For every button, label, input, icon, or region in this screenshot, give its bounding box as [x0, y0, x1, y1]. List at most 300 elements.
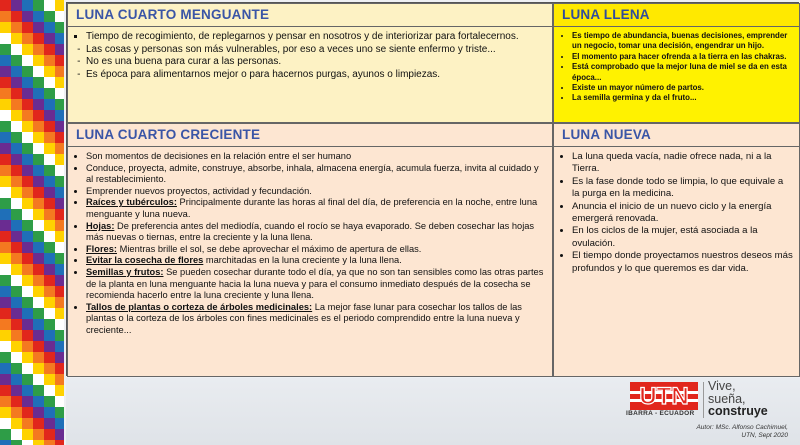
- wiphala-square: [0, 374, 11, 385]
- item-text: marchitadas en la luna creciente y la luna llena.: [203, 255, 402, 266]
- wiphala-square: [22, 55, 33, 66]
- wiphala-square: [55, 429, 64, 440]
- wiphala-square: [33, 374, 44, 385]
- wiphala-square: [33, 341, 44, 352]
- luna-llena-cell: [553, 3, 800, 123]
- wiphala-square: [0, 407, 11, 418]
- wiphala-square: [55, 154, 64, 165]
- wiphala-square: [55, 209, 64, 220]
- wiphala-square: [22, 286, 33, 297]
- cuarto-creciente-cell: [67, 123, 553, 377]
- list-item: [86, 151, 546, 163]
- wiphala-square: [44, 187, 55, 198]
- wiphala-square: [11, 220, 22, 231]
- wiphala-square: [22, 121, 33, 132]
- wiphala-square: [0, 143, 11, 154]
- wiphala-square: [0, 220, 11, 231]
- luna-nueva-list: [554, 151, 793, 275]
- wiphala-square: [11, 407, 22, 418]
- wiphala-square: [0, 165, 11, 176]
- list-item: [86, 163, 546, 186]
- wiphala-square: [22, 275, 33, 286]
- wiphala-square: [44, 264, 55, 275]
- wiphala-square: [0, 385, 11, 396]
- cuarto-menguante-list: [68, 31, 546, 81]
- list-item: • En los ciclos de la mujer, está asociada a la ovulación.: [572, 225, 793, 250]
- wiphala-square: [44, 231, 55, 242]
- list-item: ▪ Tiempo de recogimiento, de replegarnos y pensar en nosotros y de interiorizar para fortalecernos.: [86, 31, 546, 44]
- wiphala-square: [0, 110, 11, 121]
- wiphala-square: [22, 418, 33, 429]
- list-item: - No es una buena para curar a las personas.: [86, 56, 546, 69]
- item-keyword: Raíces y tubérculos:: [86, 197, 177, 208]
- wiphala-square: [44, 253, 55, 264]
- wiphala-square: [55, 0, 64, 11]
- wiphala-square: [44, 198, 55, 209]
- wiphala-square: [0, 418, 11, 429]
- slogan-line: Vive,: [708, 379, 736, 393]
- list-item: - Es época para alimentarnos mejor o para hacernos purgas, ayunos o limpiezas.: [86, 69, 546, 82]
- list-item: • Está comprobado que la mejor luna de miel se da en esta época...: [572, 62, 793, 83]
- wiphala-flag: [0, 0, 64, 445]
- wiphala-square: [0, 209, 11, 220]
- wiphala-square: [44, 33, 55, 44]
- author-date: UTN, Sept 2020: [741, 432, 788, 439]
- wiphala-square: [0, 253, 11, 264]
- wiphala-square: [44, 121, 55, 132]
- item-text: La mejor fase lunar para cosechar los tallos de las plantas o la corteza de los árboles con fines medicinales es el periodo comprendido entre la luna nueva y creciente...: [86, 301, 522, 335]
- wiphala-square: [11, 429, 22, 440]
- wiphala-square: [0, 297, 11, 308]
- wiphala-square: [33, 33, 44, 44]
- list-item: • Anuncia el inicio de un nuevo ciclo y la energía emergerá renovada.: [572, 201, 793, 226]
- wiphala-square: [55, 231, 64, 242]
- list-item: - Las cosas y personas son más vulnerables, por eso a veces uno se siente enfermo y triste...: [86, 44, 546, 57]
- wiphala-square: [11, 99, 22, 110]
- list-item: • El tiempo donde proyectamos nuestros deseos más profundos y lo que queremos es dar vida.: [572, 250, 793, 275]
- wiphala-square: [22, 297, 33, 308]
- wiphala-square: [44, 297, 55, 308]
- wiphala-square: [22, 176, 33, 187]
- item-keyword: Semillas y frutos:: [86, 266, 164, 277]
- wiphala-square: [22, 77, 33, 88]
- wiphala-square: [33, 44, 44, 55]
- wiphala-square: [22, 242, 33, 253]
- wiphala-square: [22, 11, 33, 22]
- wiphala-square: [33, 297, 44, 308]
- item-keyword: Hojas:: [86, 220, 115, 231]
- wiphala-square: [55, 110, 64, 121]
- wiphala-square: [22, 385, 33, 396]
- wiphala-square: [0, 187, 11, 198]
- wiphala-square: [11, 143, 22, 154]
- wiphala-square: [22, 253, 33, 264]
- wiphala-square: [33, 77, 44, 88]
- wiphala-square: [33, 143, 44, 154]
- wiphala-square: [55, 341, 64, 352]
- wiphala-square: [44, 176, 55, 187]
- wiphala-square: [11, 22, 22, 33]
- item-text: Mientras brille el sol, se debe aprovechar el máximo de apertura de ellas.: [117, 243, 422, 254]
- item-text: Conduce, proyecta, admite, construye, absorbe, inhala, almacena energía, acumula fuerza, invita al cuidado y al restablecimiento.: [86, 162, 539, 185]
- wiphala-square: [55, 286, 64, 297]
- wiphala-square: [0, 11, 11, 22]
- wiphala-square: [11, 308, 22, 319]
- wiphala-square: [11, 440, 22, 445]
- wiphala-square: [0, 132, 11, 143]
- wiphala-square: [0, 264, 11, 275]
- wiphala-square: [44, 363, 55, 374]
- wiphala-square: [55, 374, 64, 385]
- wiphala-square: [55, 11, 64, 22]
- wiphala-square: [44, 242, 55, 253]
- wiphala-square: [44, 154, 55, 165]
- wiphala-square: [55, 242, 64, 253]
- wiphala-square: [22, 440, 33, 445]
- wiphala-square: [44, 44, 55, 55]
- wiphala-square: [11, 110, 22, 121]
- wiphala-square: [33, 418, 44, 429]
- wiphala-square: [22, 110, 33, 121]
- wiphala-square: [33, 253, 44, 264]
- luna-llena-title: LUNA LLENA: [554, 4, 799, 27]
- wiphala-square: [44, 209, 55, 220]
- wiphala-square: [11, 33, 22, 44]
- wiphala-square: [55, 352, 64, 363]
- wiphala-square: [33, 330, 44, 341]
- wiphala-square: [0, 429, 11, 440]
- wiphala-square: [33, 396, 44, 407]
- list-item: • La luna queda vacía, nadie ofrece nada, ni a la Tierra.: [572, 151, 793, 176]
- wiphala-square: [33, 275, 44, 286]
- wiphala-square: [0, 176, 11, 187]
- wiphala-square: [11, 165, 22, 176]
- wiphala-square: [22, 429, 33, 440]
- wiphala-square: [55, 275, 64, 286]
- wiphala-square: [44, 99, 55, 110]
- cuarto-creciente-title: LUNA CUARTO CRECIENTE: [68, 124, 552, 147]
- wiphala-square: [11, 418, 22, 429]
- wiphala-square: [44, 418, 55, 429]
- item-keyword: Evitar la cosecha de flores: [86, 255, 204, 266]
- wiphala-square: [33, 110, 44, 121]
- cuarto-menguante-cell: [67, 3, 553, 123]
- wiphala-square: [33, 440, 44, 445]
- wiphala-square: [55, 33, 64, 44]
- wiphala-square: [55, 198, 64, 209]
- wiphala-square: [55, 330, 64, 341]
- wiphala-square: [44, 286, 55, 297]
- wiphala-square: [33, 55, 44, 66]
- list-item: [86, 186, 546, 198]
- moon-phases-table: [66, 2, 799, 376]
- utn-slogan: [708, 380, 768, 418]
- list-item: [86, 197, 546, 220]
- wiphala-square: [11, 209, 22, 220]
- wiphala-square: [44, 385, 55, 396]
- wiphala-square: [22, 407, 33, 418]
- wiphala-square: [11, 330, 22, 341]
- wiphala-square: [11, 77, 22, 88]
- wiphala-square: [55, 264, 64, 275]
- wiphala-square: [44, 440, 55, 445]
- wiphala-square: [11, 11, 22, 22]
- wiphala-square: [55, 132, 64, 143]
- wiphala-square: [55, 121, 64, 132]
- wiphala-square: [0, 363, 11, 374]
- utn-logo-text: UTN: [639, 383, 689, 410]
- item-text: De preferencia antes del mediodía, cuando el rocío se haya evaporado. Se deben cosechar las hojas más nuevas o tiernas, entre la creciente y la luna llena.: [86, 220, 535, 243]
- wiphala-square: [22, 209, 33, 220]
- wiphala-square: [22, 231, 33, 242]
- wiphala-square: [22, 319, 33, 330]
- wiphala-square: [44, 55, 55, 66]
- wiphala-square: [55, 66, 64, 77]
- wiphala-square: [11, 341, 22, 352]
- utn-logo-icon: [630, 382, 698, 410]
- wiphala-square: [11, 297, 22, 308]
- wiphala-square: [44, 22, 55, 33]
- wiphala-square: [55, 55, 64, 66]
- wiphala-square: [22, 66, 33, 77]
- wiphala-square: [55, 407, 64, 418]
- luna-nueva-cell: [553, 123, 800, 377]
- list-item: [86, 267, 546, 302]
- wiphala-square: [33, 132, 44, 143]
- item-keyword: Flores:: [86, 243, 117, 254]
- wiphala-square: [11, 66, 22, 77]
- wiphala-square: [0, 66, 11, 77]
- wiphala-square: [33, 66, 44, 77]
- wiphala-square: [33, 286, 44, 297]
- wiphala-square: [22, 264, 33, 275]
- wiphala-square: [44, 275, 55, 286]
- wiphala-square: [33, 407, 44, 418]
- wiphala-square: [33, 154, 44, 165]
- wiphala-square: [33, 0, 44, 11]
- wiphala-square: [11, 396, 22, 407]
- wiphala-square: [22, 352, 33, 363]
- wiphala-square: [0, 99, 11, 110]
- wiphala-square: [22, 88, 33, 99]
- wiphala-square: [11, 275, 22, 286]
- list-item: • Es tiempo de abundancia, buenas decisiones, emprender un negocio, tomar una decisión, engendrar un hijo.: [572, 31, 793, 52]
- slogan-line: sueña,: [708, 391, 746, 406]
- wiphala-square: [44, 110, 55, 121]
- wiphala-square: [33, 176, 44, 187]
- utn-location: IBARRA - ECUADOR: [626, 410, 695, 417]
- wiphala-square: [44, 88, 55, 99]
- list-item: [86, 302, 546, 337]
- cuarto-menguante-title: LUNA CUARTO MENGUANTE: [68, 4, 552, 27]
- wiphala-square: [11, 0, 22, 11]
- list-item: • La semilla germina y da el fruto...: [572, 93, 793, 103]
- wiphala-square: [55, 220, 64, 231]
- wiphala-square: [44, 66, 55, 77]
- wiphala-square: [11, 231, 22, 242]
- wiphala-square: [0, 121, 11, 132]
- wiphala-square: [22, 154, 33, 165]
- wiphala-square: [0, 341, 11, 352]
- wiphala-square: [55, 77, 64, 88]
- author-credit: [696, 424, 788, 440]
- wiphala-square: [0, 0, 11, 11]
- wiphala-square: [11, 55, 22, 66]
- wiphala-square: [0, 22, 11, 33]
- wiphala-square: [22, 33, 33, 44]
- wiphala-square: [55, 88, 64, 99]
- wiphala-square: [0, 275, 11, 286]
- wiphala-square: [0, 55, 11, 66]
- list-item: • Existe un mayor número de partos.: [572, 83, 793, 93]
- list-item: • El momento para hacer ofrenda a la tierra en las chakras.: [572, 52, 793, 62]
- luna-llena-list: [554, 31, 793, 104]
- wiphala-square: [22, 22, 33, 33]
- wiphala-square: [0, 33, 11, 44]
- wiphala-square: [55, 44, 64, 55]
- wiphala-square: [11, 176, 22, 187]
- wiphala-square: [44, 143, 55, 154]
- wiphala-square: [33, 264, 44, 275]
- wiphala-square: [0, 242, 11, 253]
- cuarto-creciente-list: [68, 151, 546, 337]
- wiphala-square: [55, 418, 64, 429]
- luna-nueva-title: LUNA NUEVA: [554, 124, 799, 147]
- wiphala-square: [33, 187, 44, 198]
- wiphala-square: [33, 363, 44, 374]
- item-text: Principalmente durante las horas al final del día, de preferencia en la noche, entre luna menguante y luna nueva.: [86, 197, 538, 219]
- wiphala-square: [44, 0, 55, 11]
- wiphala-square: [11, 44, 22, 55]
- wiphala-square: [22, 198, 33, 209]
- wiphala-square: [22, 143, 33, 154]
- wiphala-square: [55, 165, 64, 176]
- wiphala-square: [33, 429, 44, 440]
- wiphala-square: [0, 286, 11, 297]
- wiphala-square: [33, 385, 44, 396]
- wiphala-square: [55, 363, 64, 374]
- wiphala-square: [55, 440, 64, 445]
- wiphala-square: [22, 132, 33, 143]
- wiphala-square: [44, 220, 55, 231]
- wiphala-square: [22, 374, 33, 385]
- wiphala-square: [33, 220, 44, 231]
- wiphala-square: [22, 396, 33, 407]
- wiphala-square: [0, 88, 11, 99]
- wiphala-square: [11, 374, 22, 385]
- wiphala-square: [55, 253, 64, 264]
- item-text: Son momentos de decisiones en la relación entre el ser humano: [86, 151, 352, 161]
- wiphala-square: [11, 264, 22, 275]
- wiphala-square: [11, 132, 22, 143]
- wiphala-square: [0, 154, 11, 165]
- list-item: [86, 221, 546, 244]
- wiphala-square: [33, 121, 44, 132]
- wiphala-square: [22, 165, 33, 176]
- wiphala-square: [44, 308, 55, 319]
- wiphala-square: [44, 429, 55, 440]
- wiphala-square: [44, 341, 55, 352]
- wiphala-square: [55, 176, 64, 187]
- wiphala-square: [0, 396, 11, 407]
- wiphala-square: [22, 330, 33, 341]
- wiphala-square: [44, 11, 55, 22]
- wiphala-square: [33, 99, 44, 110]
- wiphala-square: [11, 363, 22, 374]
- wiphala-square: [33, 231, 44, 242]
- wiphala-square: [33, 308, 44, 319]
- wiphala-square: [11, 187, 22, 198]
- item-keyword: Tallos de plantas o corteza de árboles medicinales:: [86, 301, 313, 312]
- wiphala-square: [0, 308, 11, 319]
- wiphala-square: [55, 187, 64, 198]
- wiphala-square: [44, 77, 55, 88]
- wiphala-square: [11, 352, 22, 363]
- wiphala-square: [44, 396, 55, 407]
- wiphala-square: [44, 132, 55, 143]
- wiphala-square: [44, 374, 55, 385]
- wiphala-square: [33, 319, 44, 330]
- wiphala-square: [33, 165, 44, 176]
- wiphala-square: [22, 187, 33, 198]
- wiphala-square: [33, 22, 44, 33]
- wiphala-square: [0, 231, 11, 242]
- wiphala-square: [11, 385, 22, 396]
- wiphala-square: [55, 143, 64, 154]
- list-item: • Es la fase donde todo se limpia, lo que equivale a la purga en la medicina.: [572, 176, 793, 201]
- wiphala-square: [0, 77, 11, 88]
- wiphala-square: [22, 341, 33, 352]
- wiphala-square: [22, 0, 33, 11]
- wiphala-square: [22, 363, 33, 374]
- wiphala-square: [44, 165, 55, 176]
- item-text: Emprender nuevos proyectos, actividad y fecundación.: [86, 185, 312, 196]
- wiphala-square: [11, 121, 22, 132]
- wiphala-square: [55, 297, 64, 308]
- wiphala-square: [33, 88, 44, 99]
- wiphala-square: [11, 154, 22, 165]
- wiphala-square: [0, 198, 11, 209]
- wiphala-square: [44, 407, 55, 418]
- wiphala-square: [11, 286, 22, 297]
- wiphala-square: [44, 319, 55, 330]
- wiphala-square: [22, 220, 33, 231]
- wiphala-square: [33, 11, 44, 22]
- wiphala-square: [11, 319, 22, 330]
- wiphala-square: [55, 308, 64, 319]
- wiphala-square: [0, 330, 11, 341]
- wiphala-square: [0, 352, 11, 363]
- wiphala-square: [55, 396, 64, 407]
- wiphala-square: [55, 99, 64, 110]
- wiphala-square: [0, 319, 11, 330]
- wiphala-square: [11, 88, 22, 99]
- wiphala-square: [55, 22, 64, 33]
- wiphala-square: [0, 44, 11, 55]
- wiphala-square: [0, 440, 11, 445]
- wiphala-square: [33, 198, 44, 209]
- wiphala-square: [33, 242, 44, 253]
- list-item: [86, 255, 546, 267]
- wiphala-square: [33, 352, 44, 363]
- slogan-line: construye: [708, 404, 768, 418]
- wiphala-square: [22, 44, 33, 55]
- wiphala-square: [44, 330, 55, 341]
- wiphala-square: [44, 352, 55, 363]
- author-name: Autor: MSc. Alfonso Cachimuel,: [696, 424, 788, 431]
- wiphala-square: [55, 319, 64, 330]
- item-text: Se pueden cosechar durante todo el día, ya que no son tan sensibles como las otras partes de la planta en luna menguante hacia la luna nueva y para el consumo inmediato después de la cosecha se recomienda hacerlo entre la luna creciente y luna llena.: [86, 266, 544, 301]
